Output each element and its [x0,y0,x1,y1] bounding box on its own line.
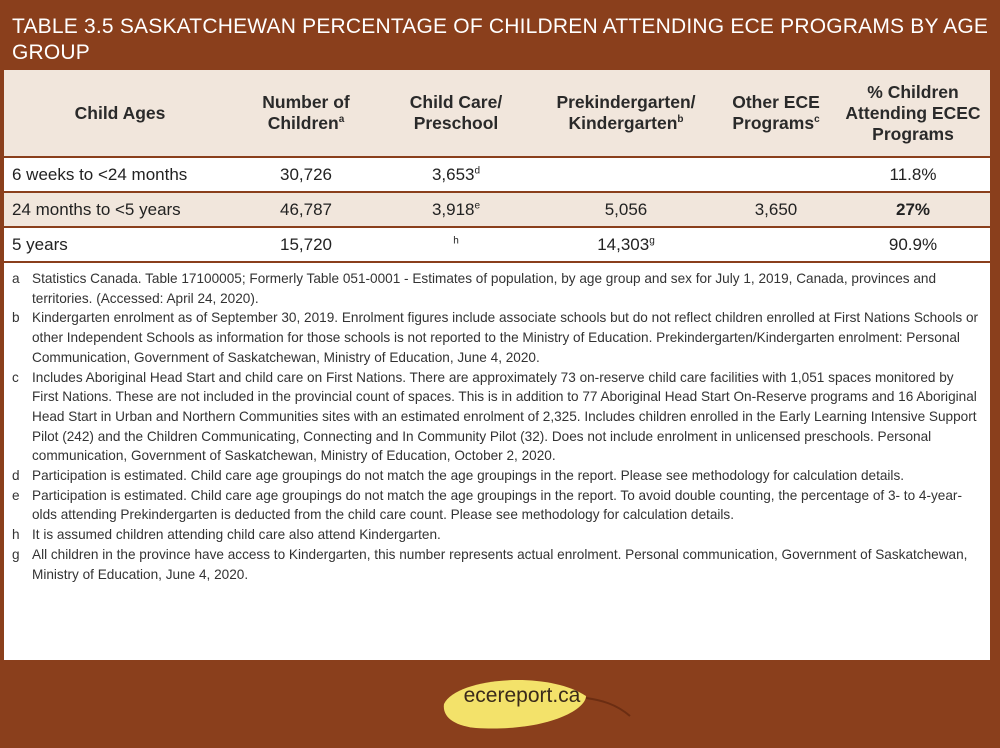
cell-child-care: h [376,227,536,262]
cell-number: 46,787 [236,192,376,227]
cell-age: 5 years [4,227,236,262]
footnote-marker: b [677,114,684,126]
footnote: a Statistics Canada. Table 17100005; Formerly Table 051-0001 - Estimates of population, by age group and sex for July 1, 2019, Canada, provinces and territories. (Accessed: April 24, 2020). [12,271,937,306]
footnote-marker: a [338,114,345,126]
cell-percent: 11.8% [836,157,990,192]
cell-age: 24 months to <5 years [4,192,236,227]
col-header-child-care: Child Care/ Preschool [376,70,536,157]
cell-other-ece [716,227,836,262]
footnote: c Includes Aboriginal Head Start and child care on First Nations. There are approximately 73 on-reserve child care facilities with 1,051 spaces monitored by First Nations. These are not included in the provincial count of spaces. This is in addition to 77 Aboriginal Head Start On-Reserve programs and 16 Aboriginal Head Start in Urban and Northern Communities sites with an estimated enrolment of 2,325. Includes children enrolled in the Early Learning Intensive Support Pilot (242) and the Children Communicating, Connecting and In Community Pilot (32). Does not include enrolment in unlicensed preschools. Personal communication, Government of Saskatchewan, Ministry of Education, October 2, 2020. [12,369,977,464]
col-header-prekindergarten: Prekindergarten/ Kindergarten$^b$ [536,70,716,157]
cell-child-care: 3,918e [376,192,536,227]
header-row [4,70,990,157]
cell-prekindergarten [536,157,716,192]
table-panel [4,70,990,660]
cell-number: 30,726 [236,157,376,192]
cell-age: 6 weeks to <24 months [4,157,236,192]
col-header-number-of-children: Number of Children$^a$ [236,70,376,157]
data-table [4,70,990,263]
col-header-percent-attending: % Children Attending ECEC Programs [836,70,990,157]
cell-number: 15,720 [236,227,376,262]
footnote: b Kindergarten enrolment as of September 30, 2019. Enrolment figures include associate schools but do not reflect children enrolled at First Nations Schools or other Independent Schools as information for those schools is not reported to the Ministry of Education. Prekindergarten/Kindergarten enrolment: Personal Communication, Government of Saskatchewan, Ministry of Education, June 4, 2020. [12,310,979,365]
cell-percent: 90.9% [836,227,990,262]
footnotes [4,263,990,584]
footnote: h It is assumed children attending child care also attend Kindergarten. [12,527,441,543]
table-row [4,227,990,262]
cell-prekindergarten: 14,303$^g$ [536,227,716,262]
footnote-marker: c [814,114,820,126]
footnote: g All children in the province have access to Kindergarten, this number represents actual enrolment. Personal communication, Government of Saskatchewan, Ministry of Education, June 4, 2020. [12,546,968,582]
cell-other-ece: 3,650 [716,192,836,227]
cell-prekindergarten: 5,056 [536,192,716,227]
footnote: e Participation is estimated. Child care age groupings do not match the age groupings in the report. To avoid double counting, the percentage of 3- to 4-year-olds attending Prekindergarten is deducted from the child care count. Please see methodology for calculation details. [12,487,962,523]
logo-text[interactable]: ecereport.ca [463,684,581,707]
cell-percent: 27% [836,192,990,227]
cell-child-care: 3,653$^d$ [376,157,536,192]
table-title: TABLE 3.5 SASKATCHEWAN PERCENTAGE OF CHILDREN ATTENDING ECE PROGRAMS BY AGE GROUP [0,0,1000,70]
table-row [4,157,990,192]
col-header-child-ages: Child Ages [4,70,236,157]
col-header-other-ece: Other ECE Programs$^c$ [716,70,836,157]
cell-other-ece [716,157,836,192]
table-row [4,192,990,227]
footnote: d Participation is estimated. Child care age groupings do not match the age groupings in the report. Please see methodology for calculation details. [12,468,905,484]
